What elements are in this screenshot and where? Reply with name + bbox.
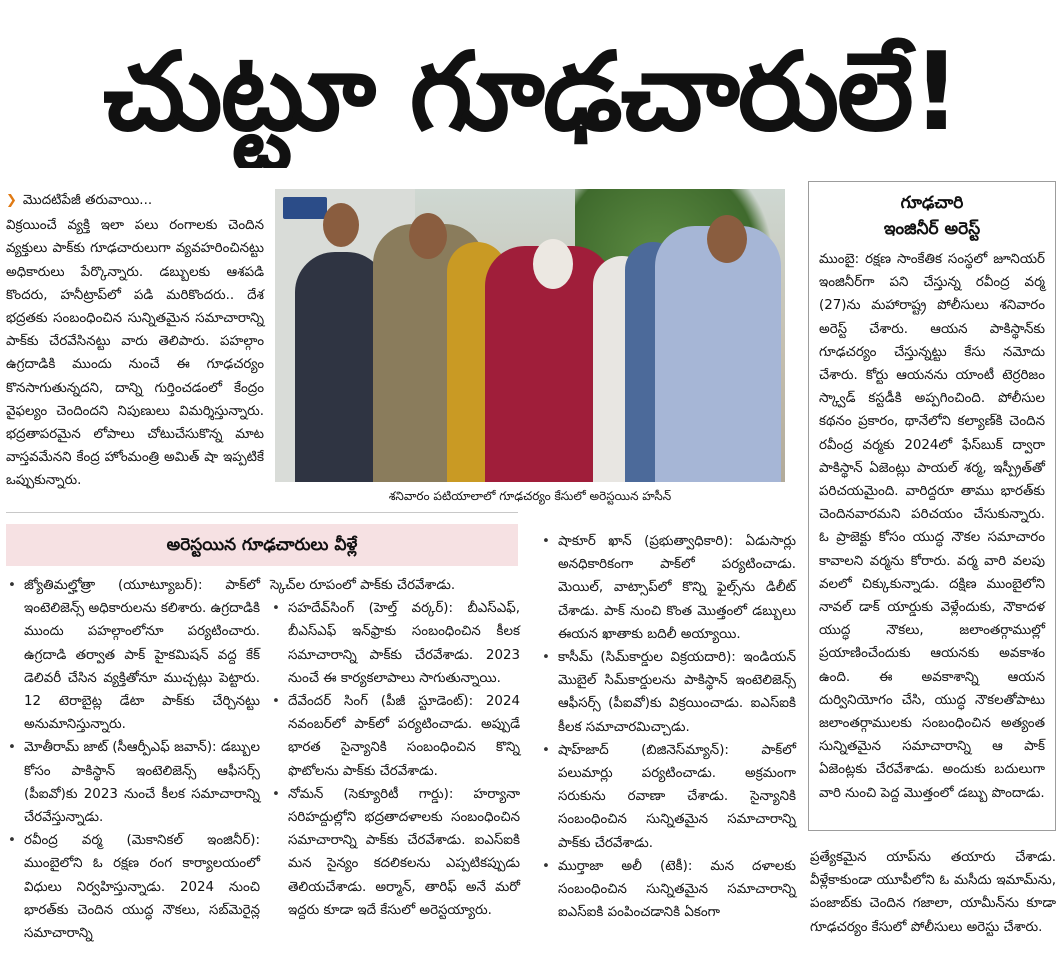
chevron-right-icon: ❯ [6, 193, 17, 208]
sidebox-title [809, 190, 1055, 242]
list-item: • దేవేందర్‌ సింగ్‌ (పీజీ స్టూడెంట్‌): 2024 నవంబర్‌లో పాక్‌లో పర్యటించాడు. అప్పుడే భారత సైన్యానికి సంబంధించిన కొన్ని ఫొటోలను పాక్‌కు చేరవేశాడు. [270, 690, 520, 783]
lead-column [6, 189, 264, 493]
signboard [283, 197, 327, 219]
list-item: • కాసీమ్‌ (సిమ్‌కార్డుల విక్రయదారి): ఇండియన్‌ మొబైల్‌ సిమ్‌కార్డులను పాకిస్థాన్‌ ఇంటెలిజెన్స్‌ ఆఫీసర్స్‌ (పీఐవో)కు విక్రయించాడు. ఐఎస్‌ఐకి కీలక సమాచారమిచ్చాడు. [540, 646, 796, 739]
photo-caption: శనివారం పటియాలాలో గూఢచర్యం కేసులో అరెస్టయిన హసీన్‌ [388, 489, 672, 503]
spies-column-2 [270, 574, 520, 922]
list-item: • షాకూర్‌ ఖాన్‌ (ప్రభుత్వాధికారి): ఏడుసార్లు అనధికారికంగా పాక్‌లో పర్యటించాడు. మెయిల్‌, వాట్సాప్‌లో కొన్ని ఫైల్స్‌ను డిలీట్‌ చేశాడు. పాక్‌ నుంచి కొంత మొత్తంలో డబ్బులు ఈయన ఖాతాకు బదిలీ అయ్యాయి. [540, 530, 796, 646]
sidebox-title-line2: ఇంజినీర్‌ అరెస్ట్‌ [883, 219, 981, 239]
list-item: • ముర్తాజా అలీ (టెకీ): మన దళాలకు సంబంధించిన సున్నితమైన సమాచారాన్ని ఐఎస్‌ఐకి పంపించడానికి ఏకంగా [540, 855, 796, 925]
list-item: • సహదేవ్‌సింగ్‌ (హెల్త్‌ వర్కర్‌): బీఎస్‌ఎఫ్‌, బీఎస్‌ఎఫ్‌ ఇన్‌ఫ్రాకు సంబంధించిన కీలక సమాచారాన్ని పాక్‌కు చేరవేశాడు. 2023 నుంచే ఈ కార్యకలాపాలు సాగుతున్నాయి. [270, 597, 520, 690]
headline: చుట్టూ గూఢచారులే! [103, 30, 959, 155]
lead-kicker-text: మొదటిపేజీ తరువాయి... [22, 193, 153, 208]
list-item: • మోతీరామ్‌ జాట్‌ (సీఆర్పీఎఫ్‌ జవాన్‌): డబ్బుల కోసం పాకిస్థాన్‌ ఇంటెలిజెన్స్‌ ఆఫీసర్స్‌ (పీఐవో)కు 2023 నుంచే కీలక సమాచారాన్ని చేరవేస్తున్నాడు. [6, 736, 260, 829]
section-banner: అరెస్టయిన గూఢచారులు వీళ్లే [6, 524, 518, 566]
sidebox-title-line1: గూఢచారి [900, 193, 964, 213]
list-item: • రవీంద్ర వర్మ (మెకానికల్‌ ఇంజినీర్‌): ముంబైలోని ఓ రక్షణ రంగ కార్యాలయంలో విధులు నిర్వహిస్తున్నాడు. 2024 నుంచి భారత్‌కు చెందిన యుద్ధ నౌకలు, సబ్‌మెరైన్ల సమాచారాన్ని [6, 829, 260, 945]
sidebox [808, 181, 1056, 831]
spies-column-3 [540, 530, 796, 924]
lead-text: విక్రయించే వ్యక్తి ఇలా పలు రంగాలకు చెందిన వ్యక్తులు పాక్‌కు గూఢచారులుగా వ్యవహరించినట్టు అధికారులు పేర్కొన్నారు. డబ్బులకు ఆశపడి కొందరు, హనీట్రాప్‌లో పడి మరికొందరు.. దేశ భద్రతకు సంబంధించిన సున్నితమైన సమాచారాన్ని పాక్‌కు చేరవేసినట్టు వారు తెలిపారు. పహల్గాం ఉగ్రదాడికి ముందు నుంచే ఈ గూఢచర్యం కొనసాగుతున్నదని, దాన్ని గుర్తించడంలో కేంద్రం వైఫల్యం చెందిందని నిపుణులు విమర్శిస్తున్నారు. భద్రతాపరమైన లోపాలు చోటుచేసుకొన్న మాట వాస్తవమేనని కేంద్ర హోంమంత్రి అమిత్‌ షా ఇప్పటికే ఒప్పుకున్నారు. [6, 218, 264, 489]
list-continuation: స్కెచ్‌ల రూపంలో పాక్‌కు చేరవేశాడు. [270, 578, 456, 593]
news-photo [275, 189, 785, 482]
list-item: • జ్యోతిమల్హోత్రా (యూట్యూబర్‌): పాక్‌లో ఇంటెలిజెన్స్‌ అధికారులను కలిశారు. ఉగ్రదాడికి ముందు పహల్గాంలోనూ పర్యటించారు. ఉగ్రదాడి తర్వాత పాక్‌ హైకమిషన్‌ వద్ద కేక్‌ డెలివరీ చేసిన వ్యక్తితోనూ ముచ్చట్లు పెట్టారు. 12 టెరాబైట్ల డేటా పాక్‌కు చేర్చినట్టు అనుమానిస్తున్నారు. [6, 574, 260, 736]
sidebox-body: ముంబై: రక్షణ సాంకేతిక సంస్థలో జూనియర్‌ ఇంజినీర్‌గా పని చేస్తున్న రవీంద్ర వర్మ (27)ను మహారాష్ట్ర పోలీసులు శనివారం అరెస్ట్‌ చేశారు. ఆయన పాకిస్థాన్‌కు గూఢచర్యం చేస్తున్నట్టు కేసు నమోదు చేశారు. కోర్టు ఆయనను యాంటీ టెర్రరిజం స్క్వాడ్‌ కస్టడీకి అప్పగించింది. పోలీసుల కథనం ప్రకారం, థానేలోని కల్యాణ్‌కి చెందిన రవీంద్ర వర్మకు 2024లో ఫేస్‌బుక్‌ ద్వారా పాకిస్థాన్‌ ఏజెంట్లు పాయల్‌ శర్మ, ఇస్ప్రీత్‌తో పరిచయమైంది. వారిద్దరూ తాము భారత్‌కు చెందినవారమని పరిచయం చేసుకున్నారు. ఓ ప్రాజెక్టు కోసం యుద్ధ నౌకల సమాచారం కావాలని వర్మను కోరారు. వర్మ వారి వలపు వలలో చిక్కుకున్నాడు. దక్షిణ ముంబైలోని నావల్‌ డాక్‌ యార్డుకు వెళ్లేందుకు, నౌకాదళ యుద్ధ నౌకలు, జలాంతర్గాముల్లో ప్రయాణించేందుకు ఆయనకు అవకాశం ఉంది. ఈ అవకాశాన్ని ఆయన దుర్వినియోగం చేసి, యుద్ధ నౌకలతోపాటు జలాంతర్గాములకు సంబంధించిన అత్యంత సున్నితమైన సమాచారాన్ని ఆ పాక్‌ ఏజెంట్లకు చేరవేశాడు. అందుకు బదులుగా వారి నుంచి పెద్ద మొత్తంలో డబ్బు పొందాడు. [819, 252, 1045, 801]
list-item: • షాహ్‌జాద్‌ (బిజినెస్‌మ్యాన్‌): పాక్‌లో పలుమార్లు పర్యటించాడు. అక్రమంగా సరుకును రవాణా చేశాడు. సైన్యానికి సంబంధించిన సున్నితమైన సమాచారాన్ని పాక్‌కు చేరవేశాడు. [540, 739, 796, 855]
spies-column-1 [6, 574, 260, 945]
lead-kicker [6, 189, 264, 212]
list-item: • నోమన్‌ (సెక్యూరిటీ గార్డు): హర్యానా సరిహద్దుల్లోని భద్రతాదళాలకు సంబంధించిన సమాచారాన్ని పాక్‌కు చేరవేశాడు. ఐఎస్‌ఐకి మన సైన్యం కదలికలను ఎప్పటికప్పుడు తెలియచేశాడు. అర్మాన్‌, తారిఫ్‌ అనే మరో ఇద్దరు కూడా ఇదే కేసులో అరెస్టయ్యారు. [270, 783, 520, 922]
divider [6, 512, 518, 513]
spies-column-4: ప్రత్యేకమైన యాప్‌ను తయారు చేశాడు. వీళ్లేకాకుండా యూపీలోని ఓ మసీదు ఇమామ్‌ను, పంజాబ్‌కు చెందిన గజాలా, యామీన్‌ను కూడా గూఢచర్యం కేసులో పోలీసులు అరెస్టు చేశారు. [810, 850, 1056, 935]
